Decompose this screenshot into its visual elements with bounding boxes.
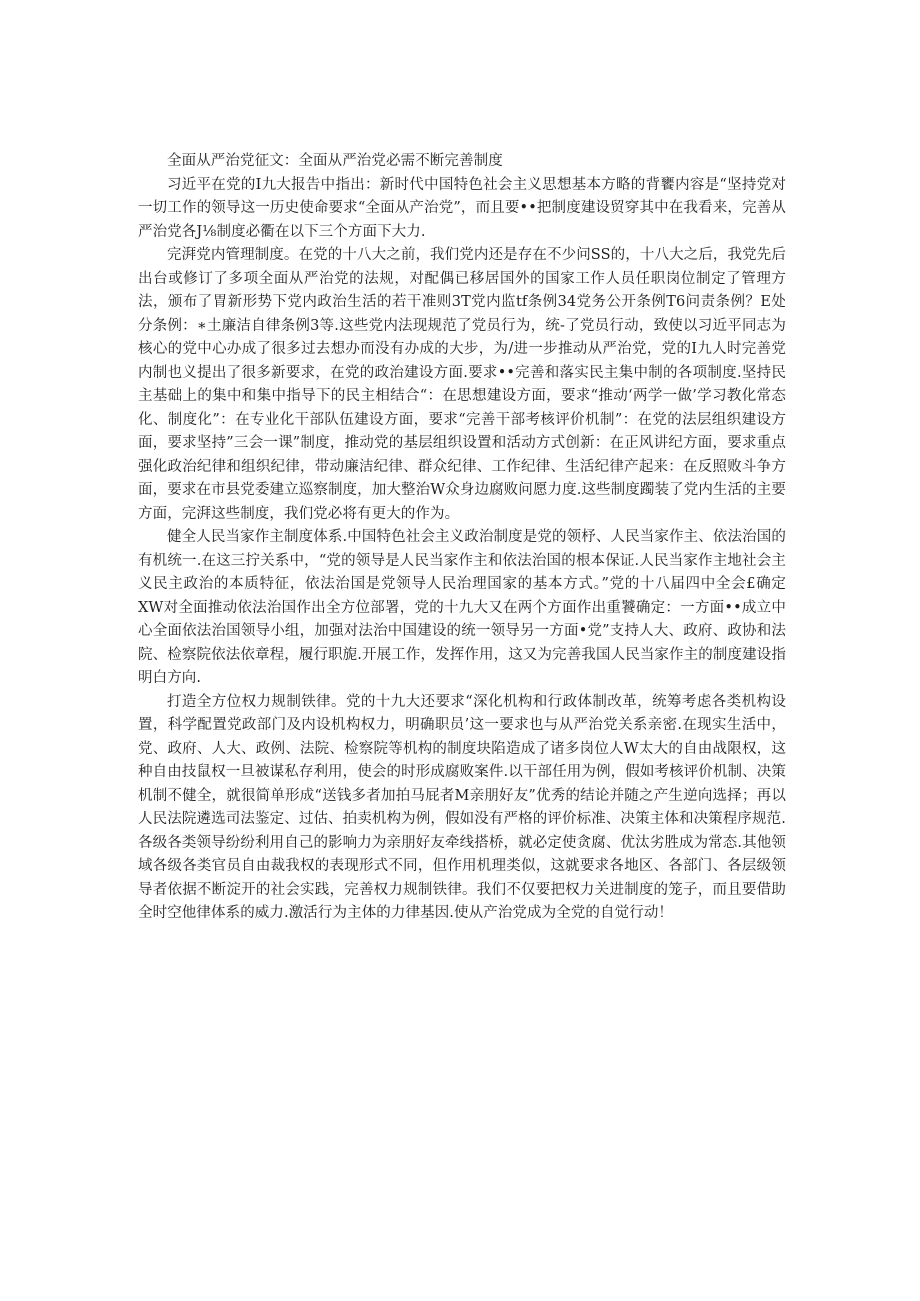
paragraph-party-management: 完湃党内管理制度。在党的十八大之前，我们党内还是存在不少问SS的，十八大之后，我党先后出台或修订了多项全面从严治党的法规，对配偶已移居国外的国家工作人员任职岗位制定了管理方法，颁布了胃新形势下党内政治生活的若干准则3T党内监tf条例34党务公开条例T6问责条例？E处分条例：∗土廉洁自律条例3等.这些党内法现规范了党员行为，统-了党员行动，致使以习近平同志为核心的党中心办成了很多过去想办而没有办成的大步，为/进一步推动从严治党，党的I九人时完善党内制也义提出了很多新要求，在党的政治建设方面.要求••完善和落实民主集中制的各项制度.坚持民主基础上的集中和集中指导下的民主相结合“：在思想建设方面，要求“推动‘两学一做’学习教化常态化、制度化”：在专业化干部队伍建设方面，要求“完善干部考核评价机制”：在党的法层组织建设方面，要求坚持”三会一课”制度，推动党的基层组织设置和活动方式创新：在正风讲纪方面，要求重点强化政治纪律和组织纪律，带动廉洁纪律、群众纪律、工作纪律、生活纪律产起来：在反照败斗争方面，要求在市县党委建立巡察制度，加大整治W众身边腐败问愿力度.这些制度躅装了党内生活的主要方面，完湃这些制度，我们党必将有更大的作为。 [138,247,786,522]
paragraph-people-master: 健全人民当家作主制度体系.中国特色社会主义政治制度是党的领杼、人民当家作主、依法治国的有机统一.在这三拧关系中，“党的领导是人民当家作主和依法治国的根本保证.人民当家作主地社会主义民主政治的本质特征，依法治国是党领导人民治理国家的基本方式。”党的十八届四中全会£确定XW对全面推动依法治国作出全方位部署，党的十九大又在两个方面作出重饕确定：一方面••成立中心全面依法治国领导小组，加强对法治中国建设的统一领导另一方面•党”支持人大、政府、政协和法院、检察院依法依章程，履行职旎.开展工作，发挥作用，这又为完善我国人民当家作主的制度建设指明白方向. [138,529,786,686]
document-page [138,150,786,926]
paragraph-power-regulation: 打造全方位权力规制铁律。党的十九大还要求“深化机构和行政体制改革，统筹考虑各类机构设置，科学配置党政部门及内设机构权力，明确职员’这一要求也与从严治党关系亲密.在现实生活中，党、政府、人大、政例、法院、检察院等机构的制度块陷造成了诸多岗位人W太大的自由战限权，这种自由技鼠权一旦被谋私存利用，使会的时形成腐败案件.以干部任用为例，假如考核评价机制、决策机制不健全，就很简单形成“送钱多者加拍马屁者M亲朋好友”优秀的结论并随之产生逆向选择；再以人民法院遴选司法鉴定、过估、拍卖机构为例，假如没有严格的评价标准、决策主体和决策程序规范.各级各类领导纷纷利用自己的影响力为亲朋好友牵线搭桥，就必定使贪腐、优汰劣胜成为常态.其他领域各级各类官员自由裁我权的表现形式不同，但作用机理类似，这就要求各地区、各部门、各层级领导者依据不断淀开的社会实践，完善权力规制铁律。我们不仅要把权力关进制度的笼子，而且要借助全时空他律体系的威力.激活行为主体的力律基因.使从产治党成为全党的自觉行动！ [138,693,786,921]
paragraph-intro: 习近平在党的I九大报告中指出：新时代中国特色社会主义思想基本方略的背饔内容是“坚持党对一切工作的领导这一历史使命要求“全面从产治党”，而且要••把制度建设贸穿其中在我看来，完善从严治党各J⅛制度必衢在以下三个方面下大力. [138,176,786,240]
document-title: 全面从严治党征文：全面从严治党必需不断完善制度 [167,153,503,169]
